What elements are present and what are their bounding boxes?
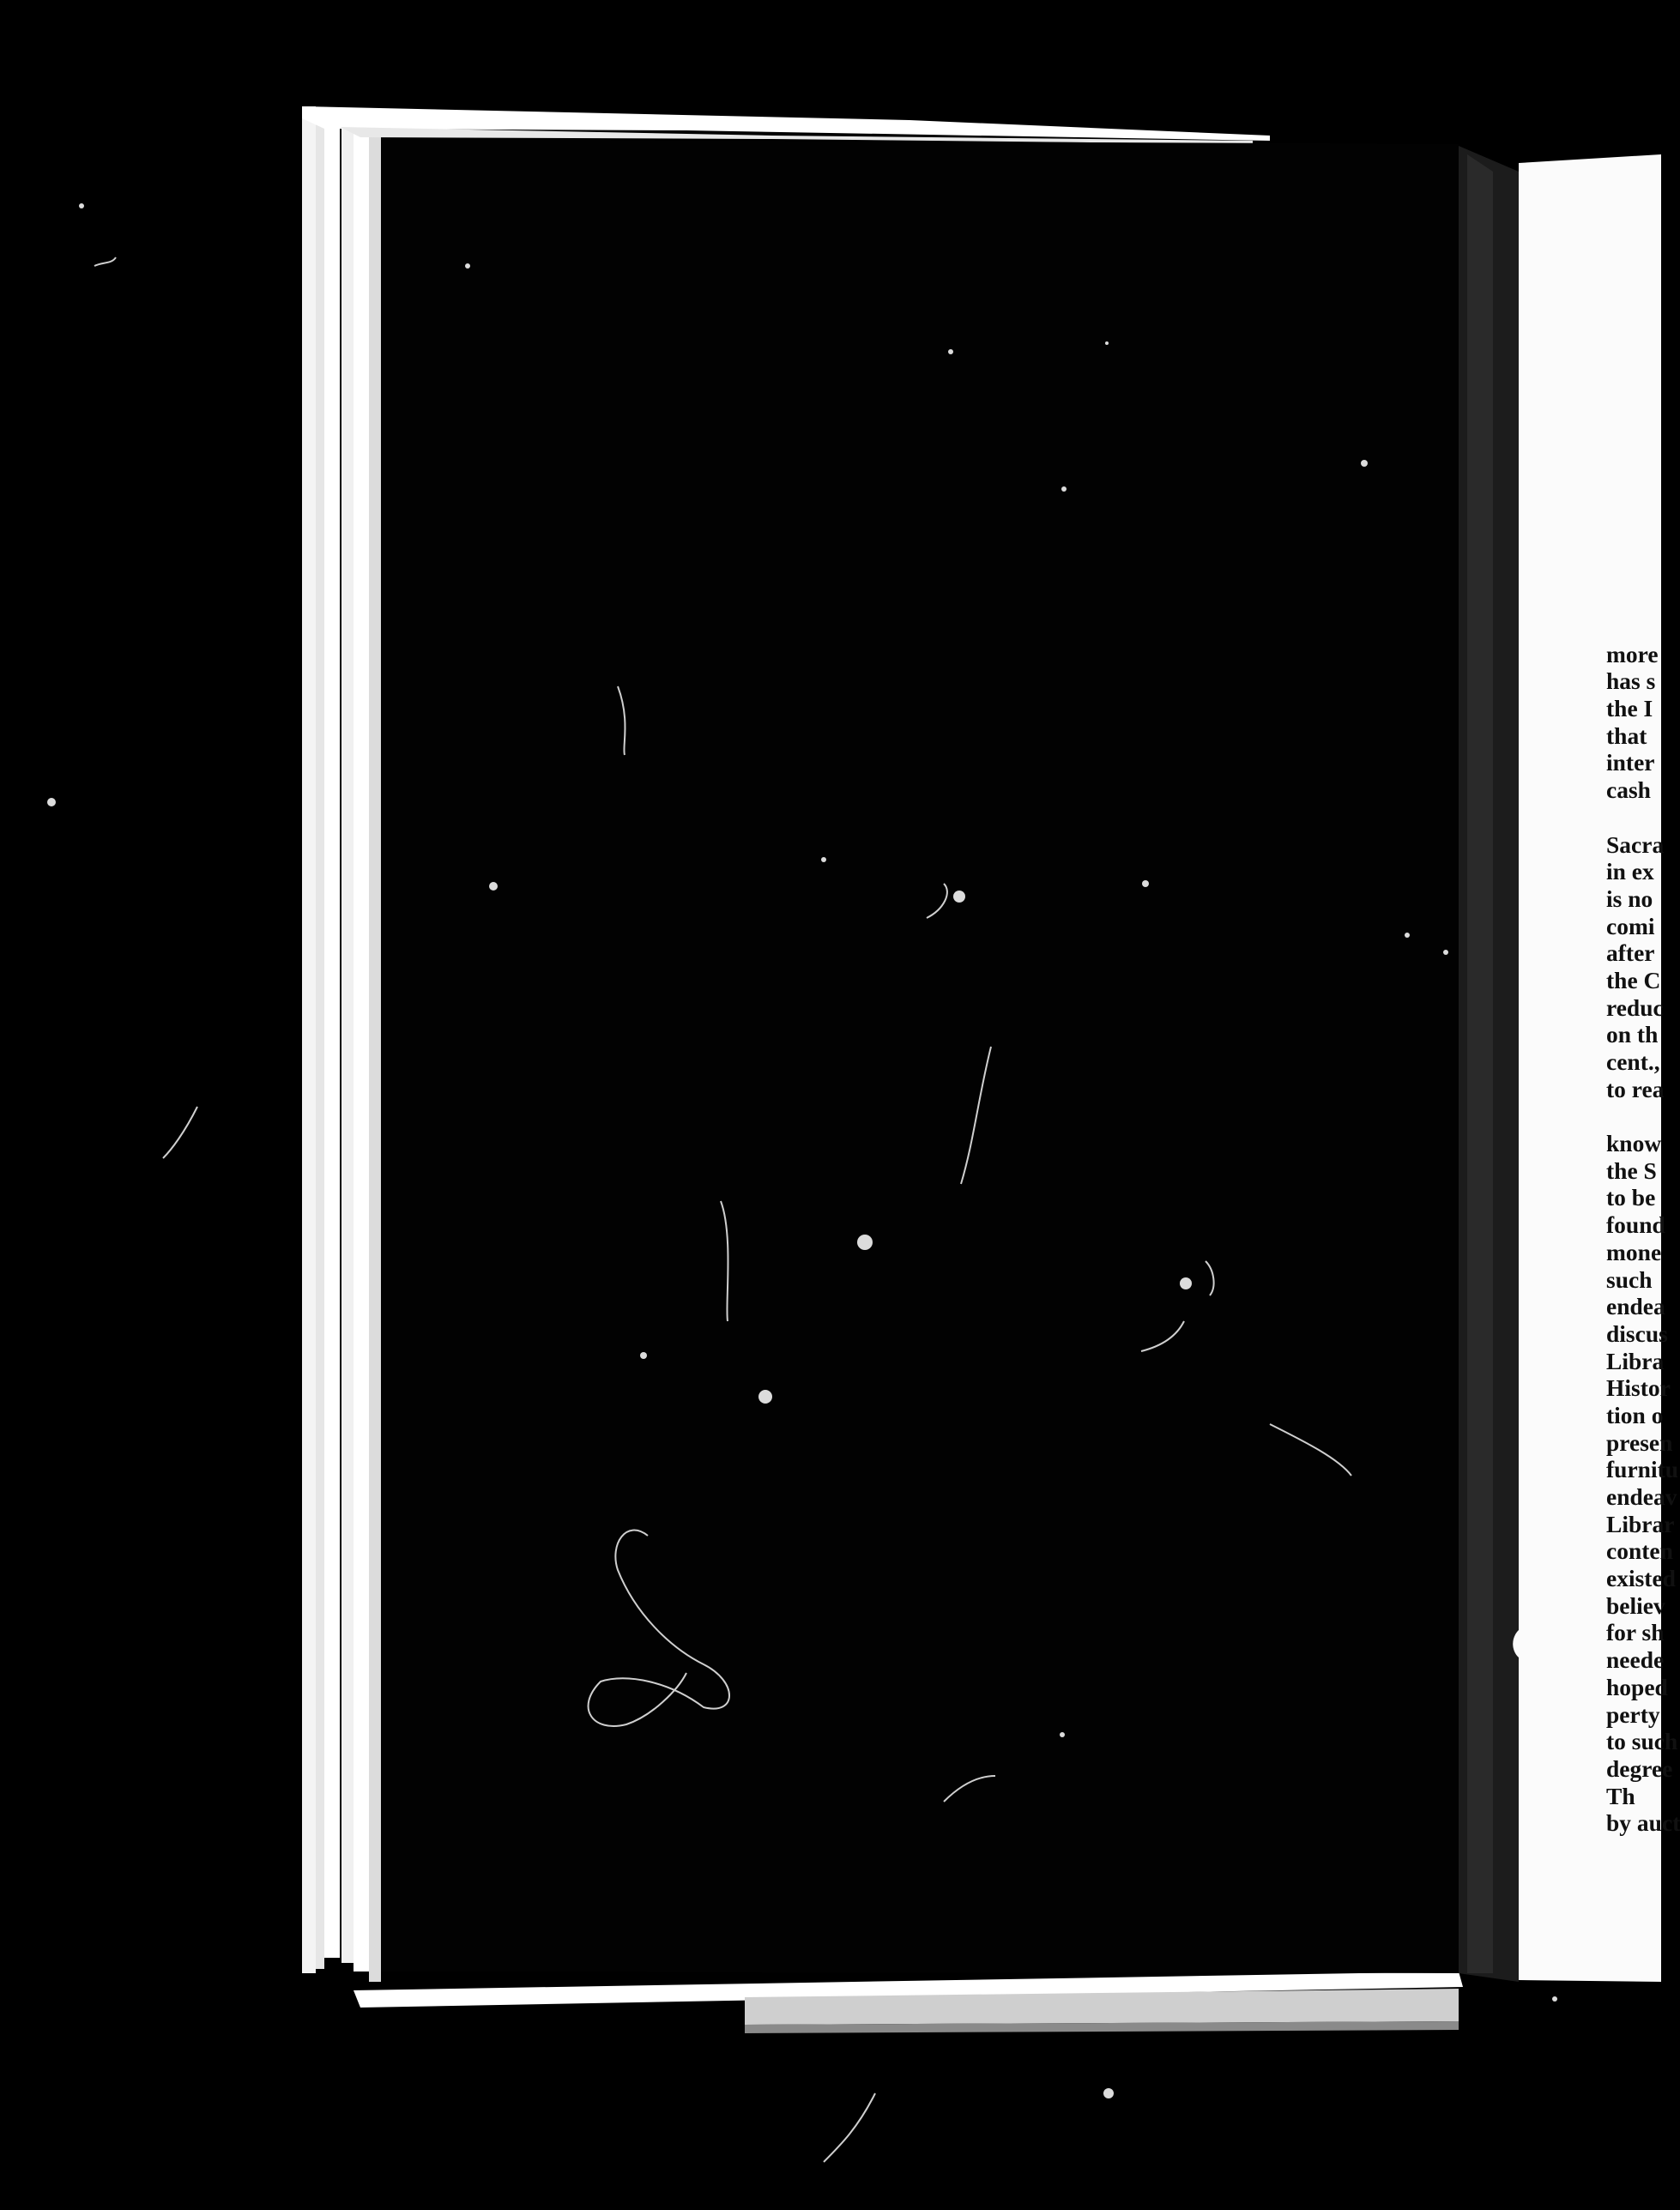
text-line xyxy=(1606,613,1661,641)
text-line: found xyxy=(1606,1211,1665,1239)
text-line xyxy=(1606,804,1661,831)
text-line: degree xyxy=(1606,1754,1673,1782)
text-line xyxy=(1606,1102,1661,1130)
text-line: mone xyxy=(1606,1238,1662,1265)
text-line: the S xyxy=(1606,1156,1657,1184)
text-line: furnitu xyxy=(1606,1456,1679,1483)
text-line: endeav xyxy=(1606,1483,1677,1510)
text-line: is no xyxy=(1606,885,1653,912)
text-line: on th xyxy=(1606,1021,1659,1048)
text-line: to be xyxy=(1606,1184,1656,1211)
text-line: conten xyxy=(1606,1537,1673,1565)
text-line: for sh xyxy=(1606,1619,1665,1646)
text-line: know xyxy=(1606,1130,1662,1157)
text-line: reduc xyxy=(1606,993,1664,1021)
text-line: Th xyxy=(1606,1782,1635,1809)
text-line: to rea xyxy=(1606,1075,1665,1102)
text-line: discus xyxy=(1606,1319,1668,1347)
text-line: presen xyxy=(1606,1428,1673,1456)
text-line: comi xyxy=(1606,912,1655,939)
text-line: such xyxy=(1606,1265,1653,1293)
text-line: more xyxy=(1606,640,1659,667)
text-line: in ex xyxy=(1606,858,1654,885)
text-line: neede xyxy=(1606,1646,1665,1674)
text-line: endea xyxy=(1606,1293,1665,1320)
right-page-text-fragment xyxy=(1606,613,1680,1837)
text-line: Librar xyxy=(1606,1510,1675,1537)
text-line: after xyxy=(1606,939,1655,967)
text-line: to such xyxy=(1606,1728,1678,1755)
text-line: Sacra xyxy=(1606,830,1665,858)
text-line: cent., xyxy=(1606,1048,1660,1075)
dark-page xyxy=(381,139,1459,1973)
text-line: Histor xyxy=(1606,1374,1671,1402)
text-line: tion o xyxy=(1606,1401,1664,1428)
text-line: by auct xyxy=(1606,1809,1680,1837)
text-line: existed xyxy=(1606,1565,1676,1592)
text-line: perty xyxy=(1606,1700,1660,1728)
text-line: believ xyxy=(1606,1591,1665,1619)
text-line: inter xyxy=(1606,749,1655,776)
text-line: has s xyxy=(1606,667,1656,695)
text-line: Libra xyxy=(1606,1347,1665,1374)
text-line: the I xyxy=(1606,695,1653,722)
text-line: hoped xyxy=(1606,1673,1668,1700)
text-line: cash xyxy=(1606,776,1651,804)
text-line: that xyxy=(1606,722,1647,749)
text-line: the C xyxy=(1606,966,1661,993)
